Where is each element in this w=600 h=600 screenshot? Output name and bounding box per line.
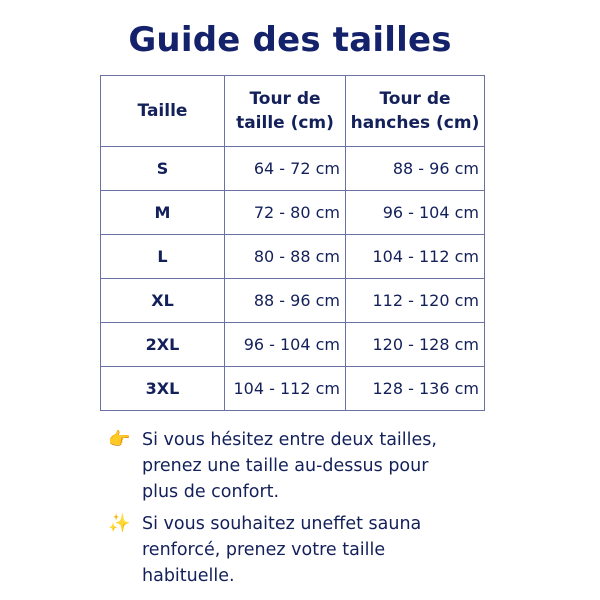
size-cell: L (101, 235, 225, 279)
size-table (100, 75, 485, 411)
waist-cell: 96 - 104 cm (225, 323, 346, 367)
waist-cell: 104 - 112 cm (225, 367, 346, 411)
table-row (101, 323, 485, 367)
table-row (101, 279, 485, 323)
note-text (142, 427, 472, 505)
note-line: Si vous hésitez entre deux tailles, (142, 430, 437, 450)
hips-cell: 128 - 136 cm (346, 367, 485, 411)
note-line: plus de confort. (142, 482, 280, 502)
waist-cell: 64 - 72 cm (225, 147, 346, 191)
note-line: prenez une taille au-dessus pour (142, 456, 429, 476)
header-hips (346, 76, 485, 147)
pointing-hand-icon: 👉 (108, 429, 131, 450)
sparkles-icon: ✨ (108, 513, 131, 534)
note-line: renforcé, prenez votre taille (142, 540, 386, 560)
size-cell: 3XL (101, 367, 225, 411)
table-row (101, 147, 485, 191)
hips-cell: 96 - 104 cm (346, 191, 485, 235)
table-row (101, 235, 485, 279)
size-cell: 2XL (101, 323, 225, 367)
header-hips-line1: Tour de (379, 89, 451, 109)
size-cell: XL (101, 279, 225, 323)
waist-cell: 80 - 88 cm (225, 235, 346, 279)
hips-cell: 120 - 128 cm (346, 323, 485, 367)
note-size-advice (108, 427, 472, 505)
size-cell: S (101, 147, 225, 191)
size-cell: M (101, 191, 225, 235)
waist-cell: 88 - 96 cm (225, 279, 346, 323)
header-waist (225, 76, 346, 147)
header-size-label: Taille (137, 101, 188, 121)
page-title: Guide des tailles (128, 20, 452, 60)
table-header-row (101, 76, 485, 147)
header-waist-line1: Tour de (249, 89, 321, 109)
note-sauna-advice (108, 511, 472, 589)
waist-cell: 72 - 80 cm (225, 191, 346, 235)
hips-cell: 88 - 96 cm (346, 147, 485, 191)
table-row (101, 191, 485, 235)
header-hips-line2: hanches (cm) (350, 113, 480, 133)
hips-cell: 104 - 112 cm (346, 235, 485, 279)
hips-cell: 112 - 120 cm (346, 279, 485, 323)
table-row (101, 367, 485, 411)
note-text (142, 511, 472, 589)
header-size (101, 76, 225, 147)
note-line: habituelle. (142, 566, 235, 586)
note-line: Si vous souhaitez uneffet sauna (142, 514, 422, 534)
header-waist-line2: taille (cm) (236, 113, 334, 133)
